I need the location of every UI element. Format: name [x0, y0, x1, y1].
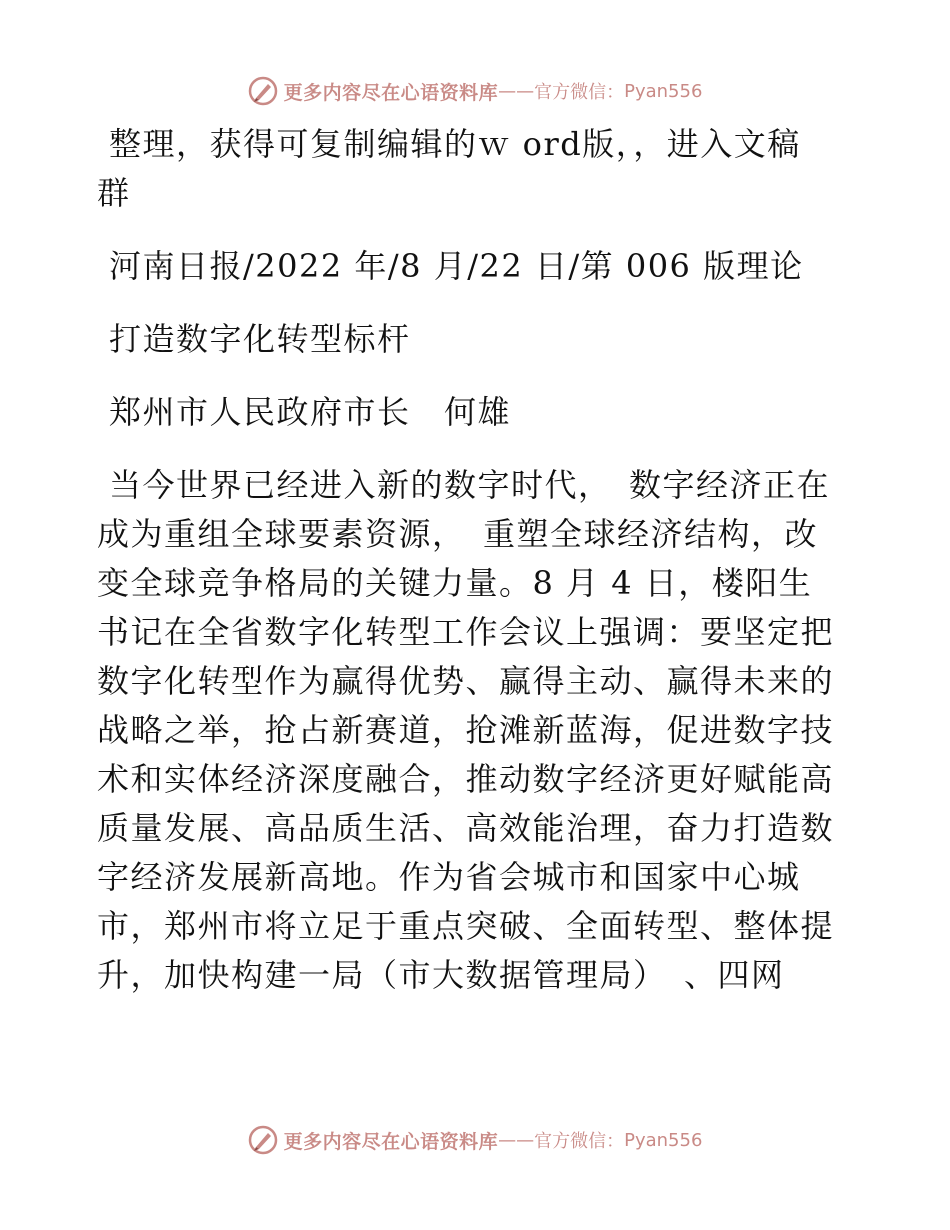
body-line: 字经济发展新高地。作为省会城市和国家中心城 — [97, 858, 801, 896]
article-title: 打造数字化转型标杆 — [109, 320, 411, 358]
watermark-site-text: 更多内容尽在心语资料库 — [283, 81, 499, 104]
watermark-header — [0, 74, 950, 108]
watermark-site-text: 更多内容尽在心语资料库 — [283, 1130, 499, 1153]
pen-logo-icon — [248, 1125, 278, 1155]
intro-line-1: 整理，获得可复制编辑的ｗ ord版，，进入文稿 — [109, 125, 801, 163]
watermark-contact-id: Pyan556 — [624, 80, 703, 102]
body-line: 战略之举，抢占新赛道，抢滩新蓝海，促进数字技 — [97, 711, 835, 749]
source-line: 河南日报/2022 年/8 月/22 日/第 006 版理论 — [109, 247, 804, 285]
pen-logo-icon — [248, 76, 278, 106]
body-line: 当今世界已经进入新的数字时代， 数字经济正在 — [109, 466, 831, 504]
body-line: 变全球竞争格局的关键力量。8 月 4 日，楼阳生 — [97, 564, 813, 602]
document-body — [97, 120, 849, 1000]
body-line: 市，郑州市将立足于重点突破、全面转型、整体提 — [97, 907, 835, 945]
intro-line-2: 群 — [97, 174, 131, 212]
body-line: 术和实体经济深度融合，推动数字经济更好赋能高 — [97, 760, 835, 798]
watermark-footer — [0, 1123, 950, 1157]
watermark-separator: —— — [498, 80, 535, 102]
body-line: 质量发展、高品质生活、高效能治理，奋力打造数 — [97, 809, 835, 847]
body-line: 书记在全省数字化转型工作会议上强调：要坚定把 — [97, 613, 835, 651]
body-line: 升，加快构建一局（市大数据管理局） 、四网 — [97, 956, 785, 994]
body-line: 数字化转型作为赢得优势、赢得主动、赢得未来的 — [97, 662, 835, 700]
watermark-contact-label: 官方微信： — [534, 1131, 625, 1152]
author-line: 郑州市人民政府市长 何雄 — [109, 393, 512, 431]
watermark-separator: —— — [498, 1129, 535, 1151]
body-line: 成为重组全球要素资源， 重塑全球经济结构，改 — [97, 515, 819, 553]
watermark-contact-id: Pyan556 — [624, 1129, 703, 1151]
watermark-contact-label: 官方微信： — [534, 82, 625, 103]
